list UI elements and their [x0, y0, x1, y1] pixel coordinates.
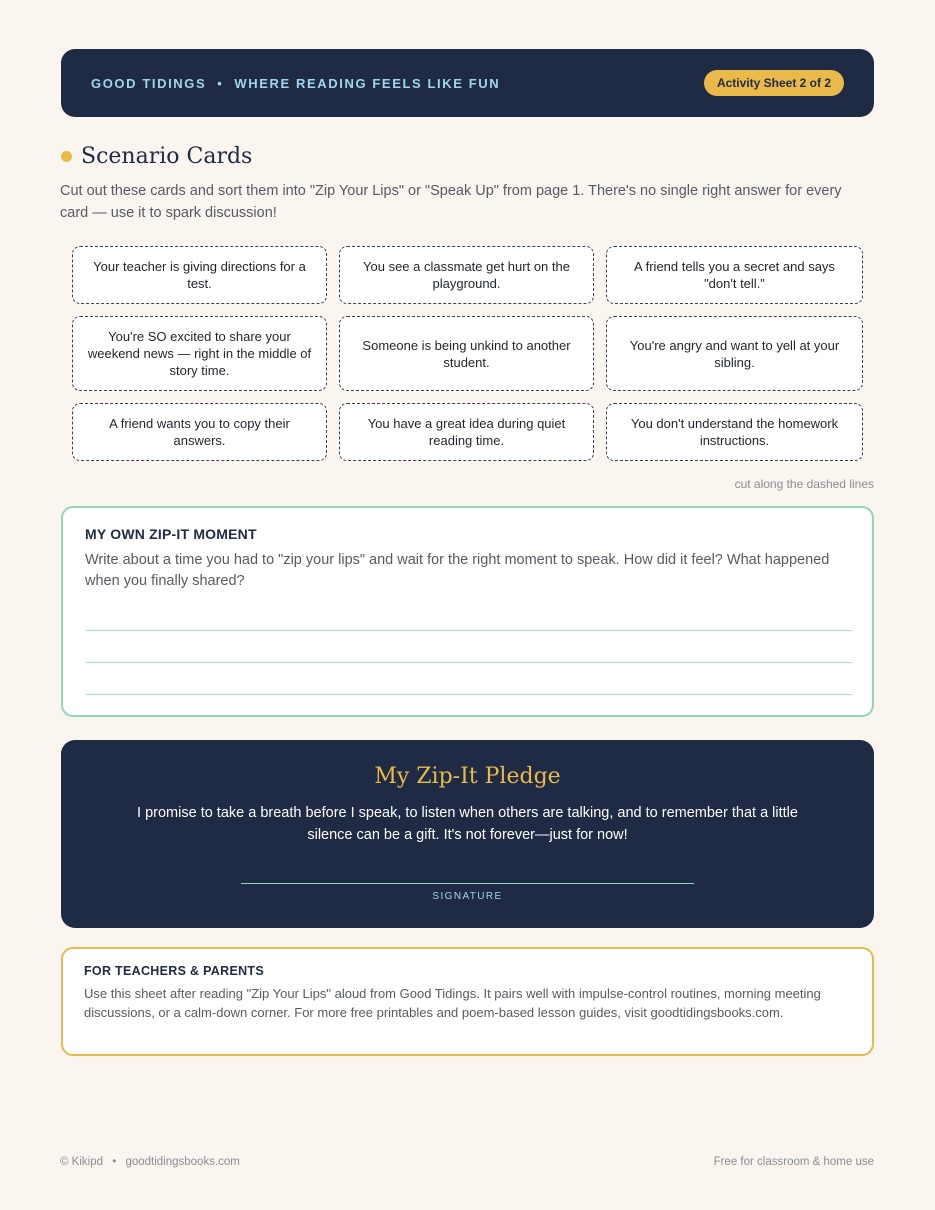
zip-moment-box — [61, 506, 874, 717]
teachers-title: FOR TEACHERS & PARENTS — [84, 964, 264, 978]
footer-separator: • — [112, 1156, 117, 1168]
signature-line — [241, 883, 694, 884]
pledge-title: My Zip-It Pledge — [374, 764, 561, 789]
brand-tagline: WHERE READING FEELS LIKE FUN — [234, 75, 501, 91]
scenario-card: Someone is being unkind to another student. — [339, 316, 594, 391]
scenario-card: You have a great idea during quiet reading time. — [339, 403, 594, 461]
zip-moment-prompt: Write about a time you had to "zip your lips" and wait for the right moment to speak. How did it feel? What happened when you finally shared? — [85, 552, 830, 589]
scenario-section-title — [61, 144, 252, 169]
teachers-note-box — [61, 947, 874, 1056]
cut-note: cut along the dashed lines — [734, 477, 874, 491]
header-banner — [61, 49, 874, 117]
brand-name: GOOD TIDINGS — [91, 75, 207, 91]
writing-line — [86, 662, 852, 663]
scenario-card: A friend tells you a secret and says "don't tell." — [606, 246, 863, 304]
footer-right: Free for classroom & home use — [713, 1156, 874, 1168]
scenario-title: Scenario Cards — [81, 144, 253, 169]
zip-moment-title: MY OWN ZIP-IT MOMENT — [85, 526, 257, 542]
writing-line — [86, 630, 852, 631]
footer-copyright: © Kikipd — [60, 1156, 103, 1168]
header-separator: • — [217, 75, 224, 91]
pledge-text: I promise to take a breath before I speak, to listen when others are talking, and to remember that a little silence can be a gift. It's not forever—just for now! — [137, 805, 798, 843]
scenario-card: You're angry and want to yell at your sibling. — [606, 316, 863, 391]
signature-label: SIGNATURE — [432, 891, 503, 902]
footer-site: goodtidingsbooks.com — [125, 1156, 240, 1168]
scenario-card: Your teacher is giving directions for a test. — [72, 246, 327, 304]
scenario-card: A friend wants you to copy their answers. — [72, 403, 327, 461]
scenario-card: You don't understand the homework instructions. — [606, 403, 863, 461]
scenario-intro: Cut out these cards and sort them into "Zip Your Lips" or "Speak Up" from page 1. There's no single right answer for every card — use it to spark discussion! — [60, 183, 842, 221]
teachers-text: Use this sheet after reading "Zip Your Lips" aloud from Good Tidings. It pairs well with impulse-control routines, morning meeting discussions, or a calm-down corner. For more free printables and poem-based lesson guides, visit goodtidingsbooks.com. — [84, 986, 821, 1020]
scenario-cards-grid — [72, 246, 863, 461]
header-brand-line — [91, 76, 500, 91]
scenario-card: You're SO excited to share your weekend news — right in the middle of story time. — [72, 316, 327, 391]
writing-line — [86, 694, 852, 695]
bullet-dot-icon — [61, 151, 72, 162]
pledge-box — [61, 740, 874, 928]
footer-left — [60, 1156, 240, 1168]
scenario-card: You see a classmate get hurt on the playground. — [339, 246, 594, 304]
activity-sheet-badge: Activity Sheet 2 of 2 — [704, 70, 844, 96]
